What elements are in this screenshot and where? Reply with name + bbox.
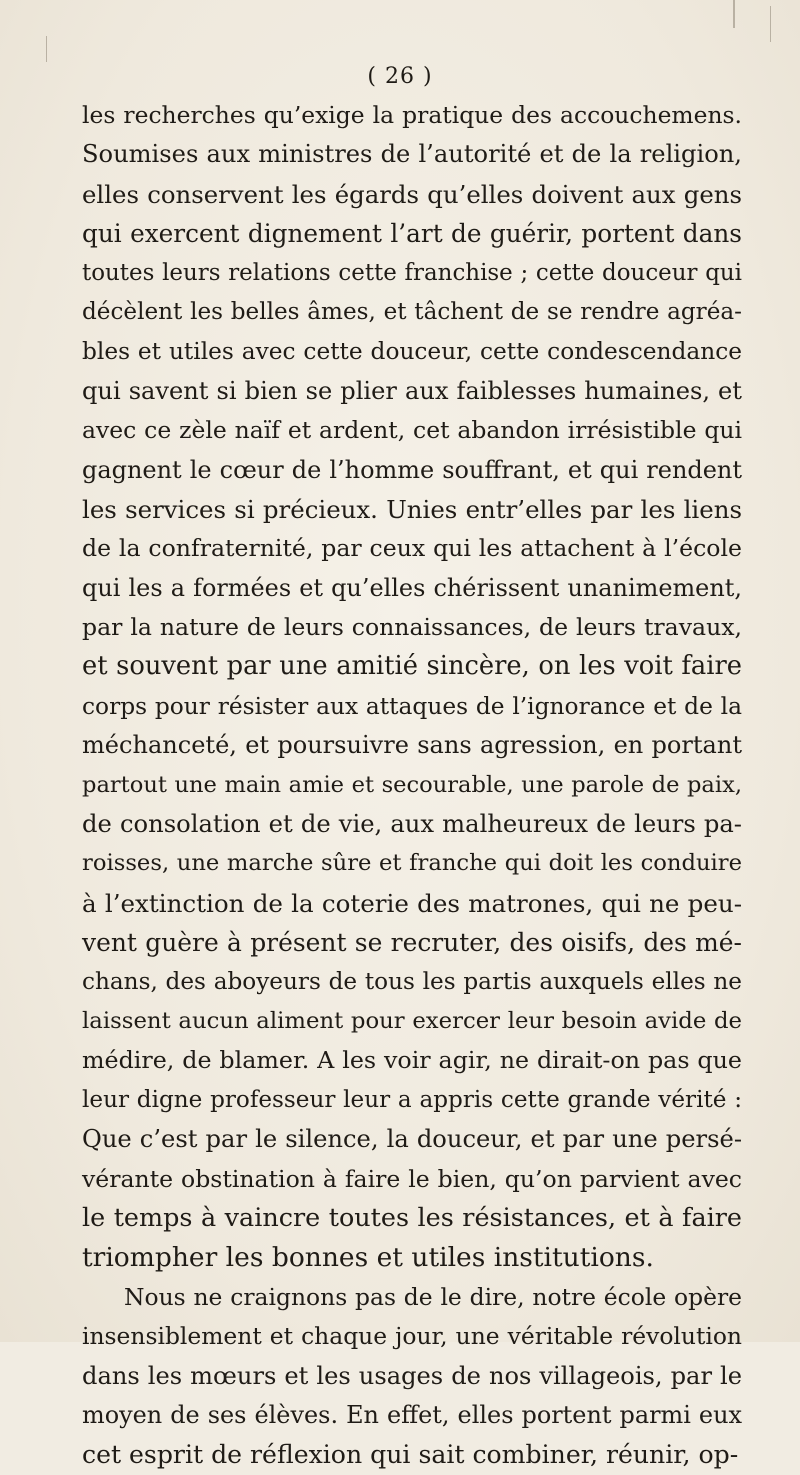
text-line: qui savent si bien se plier aux faiblesses humaines, et [82,376,742,405]
paper-mark [46,36,47,62]
text-line: avec ce zèle naïf et ardent, cet abandon irrésistible qui [82,416,742,445]
text-line: de la confraternité, par ceux qui les attachent à l’école [82,534,742,563]
text-line: Soumises aux ministres de l’autorité et de la religion, [82,140,742,169]
text-line: les services si précieux. Unies entr’elles par les liens [82,494,742,524]
text-line: dans les mœurs et les usages de nos villageois, par le [82,1361,742,1390]
text-line: insensiblement et chaque jour, une véritable révolution [82,1322,742,1351]
text-line: gagnent le cœur de l’homme souffrant, et qui rendent [82,455,742,484]
text-line: Nous ne craignons pas de le dire, notre école opère [124,1282,742,1311]
text-line: médire, de blamer. A les voir agir, ne dirait-on pas que [82,1046,742,1075]
text-line: vérante obstination à faire le bien, qu’on parvient avec [82,1164,742,1193]
body-text [82,96,742,1475]
text-line: qui exercent dignement l’art de guérir, portent dans [82,219,742,249]
text-line: triompher les bonnes et utiles institutions. [82,1242,654,1274]
text-line: méchanceté, et poursuivre sans agression, en portant [82,731,742,760]
text-line: cet esprit de réflexion qui sait combiner, réunir, op- [82,1440,739,1470]
paper-mark [733,0,735,28]
text-line: et souvent par une amitié sincère, on les voit faire [82,651,742,682]
text-line: toutes leurs relations cette franchise ; cette douceur qui [82,259,742,286]
text-line: moyen de ses élèves. En effet, elles portent parmi eux [82,1400,742,1429]
text-line: décèlent les belles âmes, et tâchent de se rendre agréa- [82,298,742,325]
text-line: par la nature de leurs connaissances, de leurs travaux, [82,613,742,642]
text-line: corps pour résister aux attaques de l’ignorance et de la [82,692,742,720]
text-line: de consolation et de vie, aux malheureux de leurs pa- [82,810,742,839]
text-line: laissent aucun aliment pour exercer leur besoin avide de [82,1007,742,1034]
text-line: vent guère à présent se recruter, des oisifs, des mé- [82,928,742,958]
page-number: ( 26 ) [367,64,433,89]
text-line: partout une main amie et secourable, une parole de paix, [82,771,742,798]
text-line: à l’extinction de la coterie des matrones, qui ne peu- [82,888,742,918]
text-line: qui les a formées et qu’elles chérissent unanimement, [82,573,742,602]
text-line: les recherches qu’exige la pratique des accouchemens. [82,101,742,129]
text-line: bles et utiles avec cette douceur, cette condescendance [82,338,742,366]
text-line: roisses, une marche sûre et franche qui doit les conduire [82,850,742,877]
text-line: le temps à vaincre toutes les résistances, et à faire [82,1202,742,1233]
paper-mark [770,6,771,42]
text-line: chans, des aboyeurs de tous les partis auxquels elles ne [82,968,742,995]
text-line: Que c’est par le silence, la douceur, et par une persé- [82,1125,742,1154]
text-line: leur digne professeur leur a appris cette grande vérité : [82,1086,742,1113]
text-line: elles conservent les égards qu’elles doivent aux gens [82,179,742,209]
